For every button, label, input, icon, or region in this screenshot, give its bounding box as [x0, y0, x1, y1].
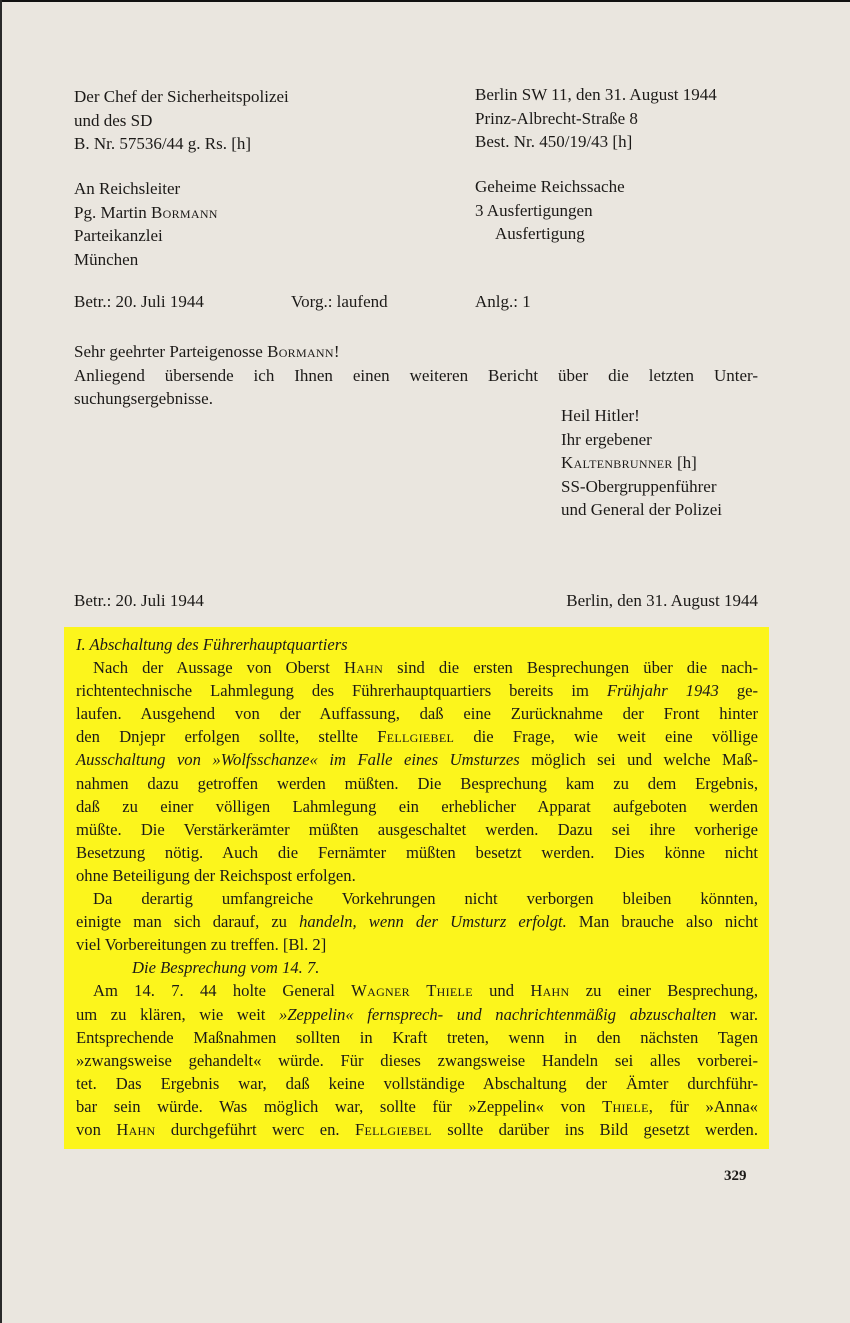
subsection-heading: Die Besprechung vom 14. 7.: [132, 958, 320, 978]
classification-block: [475, 175, 625, 246]
text-line: einigte man sich darauf, zu handeln, wenn der Umsturz erfolgt. Man brauche also nicht: [76, 912, 759, 932]
sender-line: Der Chef der Sicherheitspolizei: [74, 87, 289, 106]
salutation-line: Sehr geehrter Parteigenosse Bormann!: [74, 342, 340, 361]
text-line: »zwangsweise gehandelt« würde. Für dieses zwangsweise Handeln sei alles vorberei-: [76, 1050, 758, 1070]
text-line: nahmen dazu getroffen werden müßten. Die Besprechung kam zu dem Ergebnis,: [76, 773, 758, 793]
page-number: 329: [724, 1168, 747, 1184]
subject-reference: Betr.: 20. Juli 1944: [74, 292, 204, 311]
signature-line: SS-Obergruppenführer: [561, 476, 717, 496]
place-line: Berlin SW 11, den 31. August 1944: [475, 85, 717, 104]
text-line: Da derartig umfangreiche Vorkehrungen nicht verborgen bleiben könnten,: [93, 889, 758, 909]
text-line: Besetzung nötig. Auch die Fernämter müßten besetzt werden. Dies könne nicht: [76, 842, 758, 862]
text-line: laufen. Ausgehend von der Auffassung, daß eine Zurücknahme der Front hinter: [76, 704, 758, 724]
sender-block: [74, 85, 289, 156]
signature-line: und General der Polizei: [561, 500, 722, 519]
reference-line: [74, 290, 764, 314]
attachment-reference: Anlg.: 1: [475, 292, 531, 311]
place-line: Best. Nr. 450/19/43 [h]: [475, 132, 633, 151]
report-reference-line: [74, 589, 758, 613]
recipient-line: An Reichsleiter: [74, 179, 181, 198]
place-date-block: [475, 83, 717, 154]
report-date: Berlin, den 31. August 1944: [566, 591, 758, 610]
text-line: bar sein würde. Was möglich war, sollte für »Zeppelin« von Thiele, für »Anna«: [76, 1096, 758, 1116]
text-line: daß zu einer völligen Lahmlegung ein erheblicher Apparat aufgeboten werden: [76, 796, 758, 816]
text-line: von Hahn durchgeführt werc en. Fellgiebel sollte darüber ins Bild gesetzt werden.: [76, 1119, 758, 1139]
section-heading: I. Abschaltung des Führerhauptquartiers: [76, 635, 348, 654]
signature-line: Ihr ergebener: [561, 429, 652, 449]
process-reference: Vorg.: laufend: [291, 292, 388, 311]
sender-line: und des SD: [74, 110, 153, 130]
text-line: viel Vorbereitungen zu treffen. [Bl. 2]: [76, 935, 327, 955]
recipient-line: Pg. Martin Bormann: [74, 202, 218, 222]
signature-line: Heil Hitler!: [561, 406, 640, 425]
letter-text-line: Anliegend übersende ich Ihnen einen weiteren Bericht über die letzten Unter-: [74, 365, 758, 385]
report-text: [76, 633, 758, 1141]
sender-line: B. Nr. 57536/44 g. Rs. [h]: [74, 134, 252, 153]
text-line: Nach der Aussage von Oberst Hahn sind die ersten Besprechungen über die nach-: [93, 658, 758, 678]
signature-block: [561, 404, 722, 522]
recipient-line: Parteikanzlei: [74, 226, 163, 245]
letter-text-line: suchungsergebnisse.: [74, 389, 213, 408]
signature-name-line: Kaltenbrunner [h]: [561, 453, 697, 472]
page-left-edge: [0, 0, 2, 1323]
recipient-block: [74, 177, 218, 271]
text-line: Am 14. 7. 44 holte General Wagner Thiele und Hahn zu einer Besprechung,: [93, 981, 758, 1001]
text-line: müßte. Die Verstärkerämter müßten ausgeschaltet werden. Dazu sei ihre vorherige: [76, 819, 758, 839]
text-line: richtentechnische Lahmlegung des Führerhauptquartiers bereits im Frühjahr 1943 ge-: [76, 681, 759, 701]
recipient-name: Bormann: [150, 202, 218, 222]
salutation-paragraph: [74, 340, 758, 411]
text-line: ohne Beteiligung der Reichspost erfolgen.: [76, 865, 356, 885]
text-line: um zu klären, wie weit »Zeppelin« fernsprech- und nachrichtenmäßig abzuschalten war.: [76, 1004, 758, 1024]
text-line: Entsprechende Maßnahmen sollten in Kraft treten, wenn in den nächsten Tagen: [76, 1027, 758, 1047]
place-line: Prinz-Albrecht-Straße 8: [475, 108, 638, 128]
text-line: tet. Das Ergebnis war, daß keine vollständige Abschaltung der Ämter durchführ-: [76, 1073, 758, 1093]
text-line: den Dnjepr erfolgen sollte, stellte Fellgiebel die Frage, wie weit eine völlige: [76, 727, 758, 747]
classification-line: 3 Ausfertigungen: [475, 200, 593, 220]
classification-line: Geheime Reichssache: [475, 177, 625, 196]
recipient-line: München: [74, 249, 139, 269]
report-subject: Betr.: 20. Juli 1944: [74, 591, 204, 610]
classification-line: Ausfertigung: [495, 224, 585, 243]
text-line: Ausschaltung von »Wolfsschanze« im Falle eines Umsturzes möglich sei und welche Maß-: [76, 750, 758, 770]
page-top-edge: [0, 0, 850, 2]
